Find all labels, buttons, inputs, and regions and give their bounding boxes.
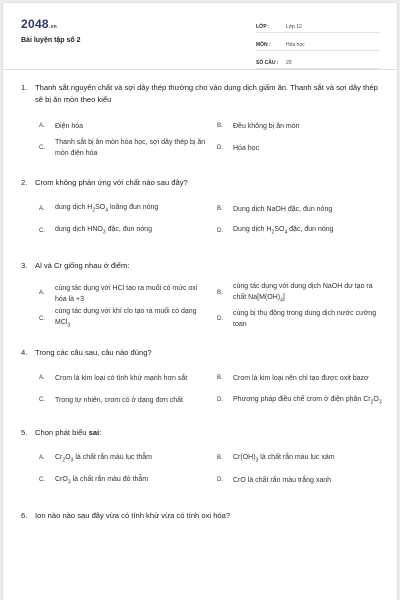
question-number: 4.	[21, 347, 28, 357]
option-letter: C.	[39, 315, 45, 322]
answer-option[interactable]	[217, 220, 395, 242]
option-letter: D.	[217, 397, 223, 404]
answer-option[interactable]	[217, 281, 395, 306]
answer-option[interactable]	[217, 115, 395, 137]
answer-option[interactable]	[217, 306, 395, 331]
option-letter: A.	[39, 290, 45, 297]
question-text: Ion nào nào sau đây vừa có tính khử vừa có tính oxi hóa?	[35, 510, 231, 520]
option-letter: A.	[39, 455, 45, 462]
answer-options	[3, 281, 397, 332]
option-text: Thanh sắt bị ăn mòn hóa học, sợi dây thép bị ăn mòn điện hóa	[55, 139, 206, 157]
option-text: cùng tác dụng với HCl tạo ra muối có mức oxi hóa là +3	[55, 284, 198, 303]
question	[3, 427, 397, 492]
question	[3, 82, 397, 159]
option-letter: D.	[217, 144, 223, 151]
answer-option[interactable]	[217, 137, 395, 159]
option-letter: A.	[39, 375, 45, 382]
question-stem	[3, 177, 397, 189]
meta-row-class	[256, 17, 380, 33]
answer-option[interactable]	[217, 390, 395, 412]
option-text: Phương pháp điều chế crom ở điện phân $Cr_2O_3$	[233, 395, 382, 405]
answer-options	[3, 368, 397, 412]
answer-option[interactable]	[217, 448, 395, 470]
meta-row-subject	[256, 35, 380, 51]
option-text: CrO là chất rắn màu trắng xanh	[233, 477, 332, 485]
question-list	[3, 82, 397, 522]
option-text: cùng bị thụ động trong dung dịch nước cường toan	[233, 310, 377, 329]
option-text: Crom là kim loại có tính khử mạnh hơn sắt	[55, 375, 188, 383]
option-text: dung dịch $H_2SO_4$ loãng đun nóng	[55, 203, 159, 214]
option-letter: C.	[39, 227, 45, 234]
meta-value: Hóa học	[286, 42, 305, 48]
question-number: 3.	[21, 261, 28, 270]
question	[3, 510, 397, 522]
option-text: cùng tác dụng với khí clo tạo ra muối có dạng MCl$_3$	[55, 308, 197, 329]
question-text: Trong các câu sau, câu nào đúng?	[35, 347, 152, 357]
question-stem	[3, 427, 397, 439]
answer-option[interactable]	[39, 390, 217, 412]
option-letter: B.	[217, 375, 223, 382]
meta-key: SỐ CÂU :	[256, 60, 279, 66]
meta-row-count	[256, 53, 380, 69]
option-text: Điện hóa	[55, 122, 84, 130]
question	[3, 260, 397, 332]
answer-options	[3, 448, 397, 492]
question-text: Crom không phản ứng với chất nào sau đây?	[35, 178, 188, 187]
question-number: 5.	[21, 427, 28, 437]
worksheet	[3, 3, 397, 600]
header-divider	[3, 69, 397, 70]
option-letter: D.	[217, 477, 223, 484]
question-number: 1.	[21, 83, 28, 92]
question-stem	[3, 510, 397, 522]
option-letter: C.	[39, 477, 45, 484]
question-stem	[3, 82, 397, 106]
option-text: Đều không bị ăn mòn	[233, 122, 300, 130]
answer-option[interactable]	[39, 198, 217, 220]
question-stem	[3, 260, 397, 272]
option-letter: C.	[39, 144, 45, 151]
option-text: Trong tự nhiên, crom có ở dạng đơn chất	[55, 397, 184, 405]
answer-option[interactable]	[39, 306, 217, 331]
answer-option[interactable]	[39, 281, 217, 306]
answer-options	[3, 115, 397, 159]
answer-options	[3, 198, 397, 242]
meta-key: LỚP :	[256, 24, 270, 30]
meta-value: Lớp 12	[286, 24, 302, 30]
option-text: dung dịch $HNO_3$ đặc, đun nóng	[55, 225, 152, 236]
answer-option[interactable]	[217, 470, 395, 492]
meta-value: 20	[286, 60, 292, 66]
option-text: cùng tác dụng với dung dịch NaOH dư tạo ra chất $Na[M(OH)_4]$	[233, 283, 373, 304]
answer-option[interactable]	[39, 448, 217, 470]
answer-option[interactable]	[39, 115, 217, 137]
answer-option[interactable]	[39, 137, 217, 159]
option-letter: B.	[217, 122, 223, 129]
option-letter: A.	[39, 122, 45, 129]
worksheet-title: Bài luyện tập số 2	[21, 37, 81, 44]
option-text: Hóa học	[233, 144, 260, 152]
option-text: $Cr(OH)_3$ là chất rắn màu lục xám	[233, 453, 335, 463]
option-text: Dung dịch $H_2SO_4$ đặc, đun nóng	[233, 225, 334, 236]
question-text: Chọn phát biểu sai:	[35, 427, 102, 437]
logo-suffix: .vn	[48, 24, 58, 30]
question	[3, 177, 397, 242]
answer-option[interactable]	[39, 368, 217, 390]
logo-text: 2048	[21, 17, 49, 31]
question-number: 6.	[21, 510, 28, 520]
option-letter: B.	[217, 455, 223, 462]
option-letter: B.	[217, 290, 223, 297]
option-text: $Cr_2O_3$ là chất rắn màu lục thẫm	[55, 453, 152, 463]
worksheet-header	[3, 3, 397, 65]
site-logo[interactable]	[21, 17, 57, 31]
option-text: CrO$_3$ là chất rắn màu đỏ thẫm	[55, 475, 149, 485]
option-letter: B.	[217, 205, 223, 212]
meta-key: MÔN :	[256, 42, 271, 48]
question	[3, 347, 397, 412]
option-letter: C.	[39, 397, 45, 404]
option-letter: A.	[39, 205, 45, 212]
option-text: Dung dịch NaOH đặc, đun nóng	[233, 205, 333, 213]
question-text: Thanh sắt nguyên chất và sợi dây thép thường cho vào dung dịch giấm ăn. Thanh sắt và sợi dây thép sẽ bị ăn mòn theo kiểu	[35, 83, 378, 104]
worksheet-meta	[256, 17, 380, 71]
question-stem	[3, 347, 397, 359]
option-letter: D.	[217, 227, 223, 234]
question-number: 2.	[21, 178, 28, 187]
answer-option[interactable]	[39, 470, 217, 492]
option-text: Crom là kim loại nên chỉ tạo được oxit bazơ	[233, 375, 369, 383]
question-text: Al và Cr giống nhau ở điểm:	[35, 261, 130, 270]
answer-option[interactable]	[217, 368, 395, 390]
answer-option[interactable]	[217, 198, 395, 220]
option-letter: D.	[217, 315, 223, 322]
answer-option[interactable]	[39, 220, 217, 242]
